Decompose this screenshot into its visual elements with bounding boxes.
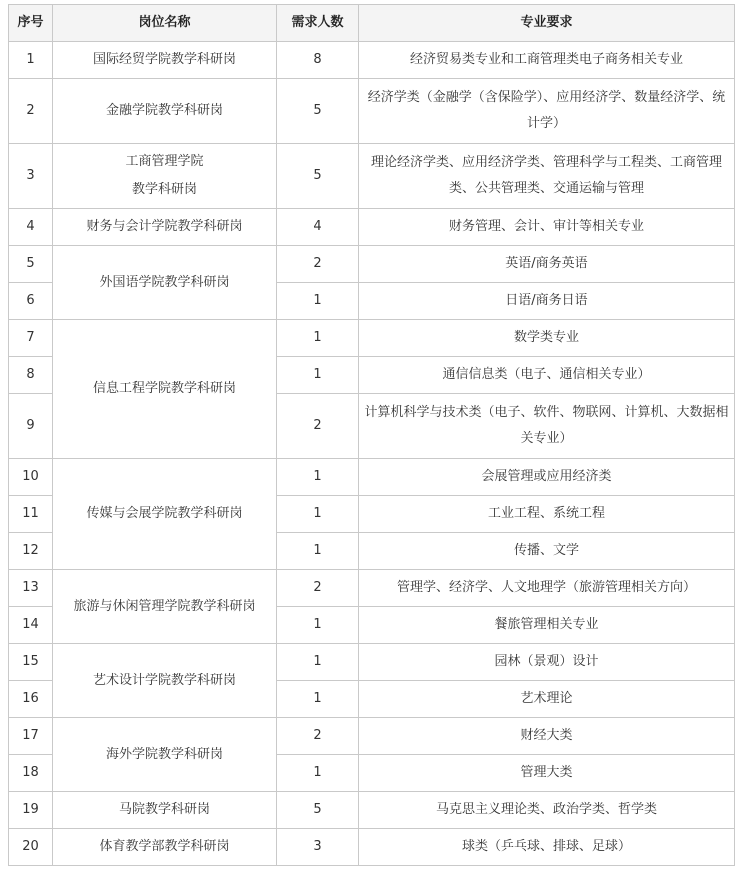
table-row — [9, 718, 735, 755]
cell-position: 国际经贸学院教学科研岗 — [53, 42, 277, 79]
cell-no: 4 — [9, 209, 53, 246]
cell-requirement: 财务管理、会计、审计等相关专业 — [359, 209, 735, 246]
cell-position: 艺术设计学院教学科研岗 — [53, 644, 277, 718]
cell-requirement: 球类（乒乓球、排球、足球） — [359, 829, 735, 866]
cell-no: 2 — [9, 79, 53, 144]
cell-no: 7 — [9, 320, 53, 357]
table-row — [9, 829, 735, 866]
cell-count: 1 — [277, 320, 359, 357]
cell-count: 2 — [277, 570, 359, 607]
cell-position: 马院教学科研岗 — [53, 792, 277, 829]
cell-position: 信息工程学院教学科研岗 — [53, 320, 277, 459]
cell-no: 16 — [9, 681, 53, 718]
cell-requirement: 经济学类（金融学（含保险学）、应用经济学、数量经济学、统计学） — [359, 79, 735, 144]
cell-requirement: 管理大类 — [359, 755, 735, 792]
cell-count: 2 — [277, 718, 359, 755]
header-count: 需求人数 — [277, 5, 359, 42]
cell-no: 8 — [9, 357, 53, 394]
cell-count: 8 — [277, 42, 359, 79]
cell-count: 5 — [277, 792, 359, 829]
cell-requirement: 日语/商务日语 — [359, 283, 735, 320]
table-row — [9, 459, 735, 496]
cell-requirement: 经济贸易类专业和工商管理类电子商务相关专业 — [359, 42, 735, 79]
cell-position: 外国语学院教学科研岗 — [53, 246, 277, 320]
cell-no: 9 — [9, 394, 53, 459]
cell-requirement: 通信信息类（电子、通信相关专业） — [359, 357, 735, 394]
header-position: 岗位名称 — [53, 5, 277, 42]
table-body — [9, 42, 735, 866]
cell-requirement: 管理学、经济学、人文地理学（旅游管理相关方向） — [359, 570, 735, 607]
cell-count: 5 — [277, 79, 359, 144]
cell-position: 体育教学部教学科研岗 — [53, 829, 277, 866]
table-row — [9, 144, 735, 209]
table-row — [9, 644, 735, 681]
table-row — [9, 246, 735, 283]
cell-requirement: 财经大类 — [359, 718, 735, 755]
cell-count: 3 — [277, 829, 359, 866]
cell-count: 1 — [277, 459, 359, 496]
cell-no: 1 — [9, 42, 53, 79]
cell-no: 13 — [9, 570, 53, 607]
cell-requirement: 艺术理论 — [359, 681, 735, 718]
cell-position: 金融学院教学科研岗 — [53, 79, 277, 144]
table-row — [9, 79, 735, 144]
cell-count: 2 — [277, 246, 359, 283]
cell-position: 旅游与休闲管理学院教学科研岗 — [53, 570, 277, 644]
cell-position: 财务与会计学院教学科研岗 — [53, 209, 277, 246]
cell-requirement: 计算机科学与技术类（电子、软件、物联网、计算机、大数据相关专业） — [359, 394, 735, 459]
cell-requirement: 餐旅管理相关专业 — [359, 607, 735, 644]
table-row — [9, 570, 735, 607]
cell-position: 传媒与会展学院教学科研岗 — [53, 459, 277, 570]
cell-requirement: 马克思主义理论类、政治学类、哲学类 — [359, 792, 735, 829]
cell-count: 1 — [277, 496, 359, 533]
table-row — [9, 320, 735, 357]
header-no: 序号 — [9, 5, 53, 42]
cell-no: 10 — [9, 459, 53, 496]
cell-no: 5 — [9, 246, 53, 283]
cell-no: 14 — [9, 607, 53, 644]
header-row — [9, 5, 735, 42]
cell-count: 5 — [277, 144, 359, 209]
table-row — [9, 209, 735, 246]
table-row — [9, 792, 735, 829]
cell-no: 11 — [9, 496, 53, 533]
cell-count: 1 — [277, 283, 359, 320]
cell-count: 1 — [277, 755, 359, 792]
table-row — [9, 42, 735, 79]
cell-no: 20 — [9, 829, 53, 866]
cell-requirement: 数学类专业 — [359, 320, 735, 357]
cell-count: 1 — [277, 357, 359, 394]
cell-no: 3 — [9, 144, 53, 209]
cell-no: 17 — [9, 718, 53, 755]
cell-requirement: 工业工程、系统工程 — [359, 496, 735, 533]
cell-count: 1 — [277, 607, 359, 644]
cell-requirement: 传播、文学 — [359, 533, 735, 570]
cell-requirement: 英语/商务英语 — [359, 246, 735, 283]
cell-requirement: 理论经济学类、应用经济学类、管理科学与工程类、工商管理类、公共管理类、交通运输与管理 — [359, 144, 735, 209]
cell-position: 工商管理学院 教学科研岗 — [53, 144, 277, 209]
cell-count: 4 — [277, 209, 359, 246]
cell-no: 19 — [9, 792, 53, 829]
cell-no: 15 — [9, 644, 53, 681]
cell-count: 1 — [277, 533, 359, 570]
cell-requirement: 园林（景观）设计 — [359, 644, 735, 681]
cell-requirement: 会展管理或应用经济类 — [359, 459, 735, 496]
header-requirement: 专业要求 — [359, 5, 735, 42]
cell-position: 海外学院教学科研岗 — [53, 718, 277, 792]
recruitment-table — [8, 4, 735, 866]
cell-count: 1 — [277, 644, 359, 681]
cell-count: 2 — [277, 394, 359, 459]
cell-no: 6 — [9, 283, 53, 320]
cell-no: 18 — [9, 755, 53, 792]
cell-count: 1 — [277, 681, 359, 718]
cell-no: 12 — [9, 533, 53, 570]
